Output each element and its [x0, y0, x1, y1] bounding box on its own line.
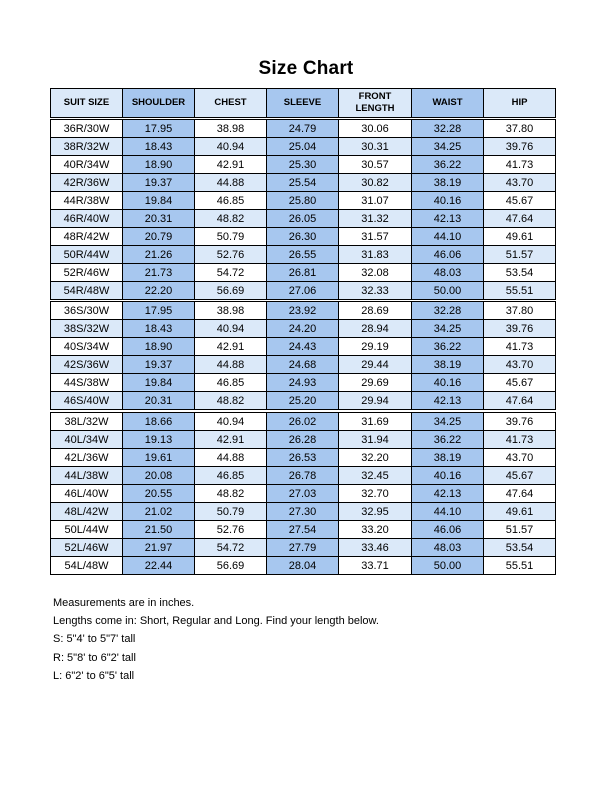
note-regular: R: 5"8' to 6"2' tall	[53, 651, 136, 664]
cell-chest: 40.94	[195, 413, 267, 431]
header-row	[51, 89, 556, 118]
cell-sleeve: 27.06	[267, 282, 339, 300]
cell-front-length: 32.70	[339, 485, 412, 503]
cell-suit-size: 52L/46W	[51, 539, 123, 557]
cell-front-length: 31.69	[339, 413, 412, 431]
cell-suit-size: 46L/40W	[51, 485, 123, 503]
header-shoulder: SHOULDER	[123, 89, 195, 118]
table-row	[51, 192, 556, 210]
cell-waist: 44.10	[412, 503, 484, 521]
cell-front-length: 33.46	[339, 539, 412, 557]
cell-front-length: 29.19	[339, 338, 412, 356]
table-row	[51, 431, 556, 449]
cell-hip: 39.76	[484, 413, 556, 431]
cell-waist: 38.19	[412, 356, 484, 374]
cell-front-length: 29.69	[339, 374, 412, 392]
cell-front-length: 33.20	[339, 521, 412, 539]
cell-sleeve: 28.04	[267, 557, 339, 575]
note-long: L: 6"2' to 6"5' tall	[53, 669, 135, 682]
cell-waist: 36.22	[412, 431, 484, 449]
cell-waist: 44.10	[412, 228, 484, 246]
cell-hip: 41.73	[484, 431, 556, 449]
header-suit-size: SUIT SIZE	[51, 89, 123, 118]
cell-shoulder: 21.50	[123, 521, 195, 539]
cell-front-length: 32.20	[339, 449, 412, 467]
cell-shoulder: 20.08	[123, 467, 195, 485]
header-sleeve: SLEEVE	[267, 89, 339, 118]
cell-hip: 49.61	[484, 228, 556, 246]
cell-front-length: 32.95	[339, 503, 412, 521]
cell-shoulder: 19.37	[123, 356, 195, 374]
cell-waist: 48.03	[412, 539, 484, 557]
cell-hip: 51.57	[484, 521, 556, 539]
cell-shoulder: 20.31	[123, 210, 195, 228]
cell-suit-size: 48L/42W	[51, 503, 123, 521]
cell-sleeve: 23.92	[267, 302, 339, 320]
table-row	[51, 503, 556, 521]
cell-front-length: 31.94	[339, 431, 412, 449]
table-row	[51, 356, 556, 374]
header-chest: CHEST	[195, 89, 267, 118]
cell-hip: 41.73	[484, 156, 556, 174]
cell-sleeve: 26.30	[267, 228, 339, 246]
cell-front-length: 31.83	[339, 246, 412, 264]
cell-chest: 48.82	[195, 392, 267, 410]
cell-suit-size: 36R/30W	[51, 120, 123, 138]
cell-waist: 46.06	[412, 246, 484, 264]
cell-front-length: 31.07	[339, 192, 412, 210]
cell-sleeve: 24.43	[267, 338, 339, 356]
cell-sleeve: 26.81	[267, 264, 339, 282]
cell-waist: 42.13	[412, 392, 484, 410]
cell-hip: 51.57	[484, 246, 556, 264]
cell-shoulder: 22.20	[123, 282, 195, 300]
cell-waist: 46.06	[412, 521, 484, 539]
cell-suit-size: 40R/34W	[51, 156, 123, 174]
cell-waist: 40.16	[412, 374, 484, 392]
regular-sizes-table	[50, 119, 556, 300]
cell-front-length: 28.94	[339, 320, 412, 338]
cell-waist: 32.28	[412, 120, 484, 138]
cell-chest: 42.91	[195, 338, 267, 356]
cell-shoulder: 20.31	[123, 392, 195, 410]
cell-hip: 43.70	[484, 174, 556, 192]
cell-chest: 52.76	[195, 246, 267, 264]
cell-chest: 50.79	[195, 228, 267, 246]
cell-sleeve: 24.20	[267, 320, 339, 338]
cell-sleeve: 25.30	[267, 156, 339, 174]
long-sizes-table	[50, 412, 556, 575]
table-row	[51, 246, 556, 264]
cell-shoulder: 18.90	[123, 156, 195, 174]
cell-suit-size: 44L/38W	[51, 467, 123, 485]
table-row	[51, 374, 556, 392]
cell-chest: 46.85	[195, 192, 267, 210]
cell-shoulder: 18.43	[123, 138, 195, 156]
cell-sleeve: 25.54	[267, 174, 339, 192]
note-units: Measurements are in inches.	[53, 597, 195, 609]
cell-hip: 55.51	[484, 282, 556, 300]
cell-hip: 45.67	[484, 192, 556, 210]
cell-hip: 47.64	[484, 210, 556, 228]
cell-front-length: 32.45	[339, 467, 412, 485]
cell-sleeve: 26.02	[267, 413, 339, 431]
cell-chest: 38.98	[195, 302, 267, 320]
cell-hip: 39.76	[484, 138, 556, 156]
cell-suit-size: 38R/32W	[51, 138, 123, 156]
cell-waist: 36.22	[412, 338, 484, 356]
cell-shoulder: 21.26	[123, 246, 195, 264]
cell-front-length: 30.06	[339, 120, 412, 138]
page-title: Size Chart	[258, 58, 354, 79]
cell-suit-size: 42R/36W	[51, 174, 123, 192]
note-lengths: Lengths come in: Short, Regular and Long. Find your length below.	[53, 615, 379, 628]
cell-waist: 32.28	[412, 302, 484, 320]
cell-suit-size: 38L/32W	[51, 413, 123, 431]
cell-shoulder: 17.95	[123, 120, 195, 138]
table-row	[51, 264, 556, 282]
cell-sleeve: 26.05	[267, 210, 339, 228]
cell-suit-size: 44S/38W	[51, 374, 123, 392]
cell-suit-size: 46R/40W	[51, 210, 123, 228]
cell-suit-size: 50R/44W	[51, 246, 123, 264]
cell-suit-size: 54L/48W	[51, 557, 123, 575]
cell-sleeve: 24.68	[267, 356, 339, 374]
cell-waist: 48.03	[412, 264, 484, 282]
cell-suit-size: 48R/42W	[51, 228, 123, 246]
cell-sleeve: 24.93	[267, 374, 339, 392]
cell-sleeve: 25.80	[267, 192, 339, 210]
cell-sleeve: 25.04	[267, 138, 339, 156]
cell-hip: 41.73	[484, 338, 556, 356]
cell-waist: 42.13	[412, 485, 484, 503]
cell-waist: 50.00	[412, 557, 484, 575]
cell-hip: 43.70	[484, 449, 556, 467]
cell-chest: 44.88	[195, 449, 267, 467]
cell-sleeve: 26.28	[267, 431, 339, 449]
table-row	[51, 120, 556, 138]
cell-hip: 47.64	[484, 485, 556, 503]
cell-sleeve: 27.30	[267, 503, 339, 521]
table-row	[51, 320, 556, 338]
cell-waist: 40.16	[412, 192, 484, 210]
cell-waist: 40.16	[412, 467, 484, 485]
cell-hip: 45.67	[484, 467, 556, 485]
header-hip: HIP	[484, 89, 556, 118]
cell-chest: 44.88	[195, 356, 267, 374]
table-row	[51, 485, 556, 503]
cell-chest: 50.79	[195, 503, 267, 521]
cell-front-length: 29.94	[339, 392, 412, 410]
cell-chest: 56.69	[195, 557, 267, 575]
cell-shoulder: 21.73	[123, 264, 195, 282]
cell-hip: 37.80	[484, 120, 556, 138]
notes-section	[53, 594, 379, 685]
cell-front-length: 31.57	[339, 228, 412, 246]
table-row	[51, 392, 556, 410]
table-row	[51, 338, 556, 356]
header-front-length-line1: FRONT	[358, 91, 392, 102]
cell-shoulder: 19.84	[123, 374, 195, 392]
cell-waist: 38.19	[412, 449, 484, 467]
cell-suit-size: 40S/34W	[51, 338, 123, 356]
cell-hip: 53.54	[484, 539, 556, 557]
table-row	[51, 210, 556, 228]
cell-sleeve: 25.20	[267, 392, 339, 410]
cell-suit-size: 50L/44W	[51, 521, 123, 539]
cell-hip: 55.51	[484, 557, 556, 575]
cell-front-length: 32.08	[339, 264, 412, 282]
cell-shoulder: 18.66	[123, 413, 195, 431]
cell-chest: 56.69	[195, 282, 267, 300]
cell-front-length: 30.31	[339, 138, 412, 156]
cell-hip: 43.70	[484, 356, 556, 374]
cell-waist: 50.00	[412, 282, 484, 300]
cell-suit-size: 42S/36W	[51, 356, 123, 374]
cell-suit-size: 40L/34W	[51, 431, 123, 449]
cell-shoulder: 20.79	[123, 228, 195, 246]
cell-suit-size: 36S/30W	[51, 302, 123, 320]
table-row	[51, 557, 556, 575]
cell-waist: 34.25	[412, 413, 484, 431]
cell-hip: 53.54	[484, 264, 556, 282]
cell-chest: 44.88	[195, 174, 267, 192]
cell-shoulder: 21.97	[123, 539, 195, 557]
cell-shoulder: 17.95	[123, 302, 195, 320]
cell-waist: 34.25	[412, 138, 484, 156]
cell-sleeve: 24.79	[267, 120, 339, 138]
cell-chest: 38.98	[195, 120, 267, 138]
cell-suit-size: 42L/36W	[51, 449, 123, 467]
cell-sleeve: 26.55	[267, 246, 339, 264]
cell-shoulder: 18.43	[123, 320, 195, 338]
short-sizes-table	[50, 301, 556, 410]
header-front-length	[339, 89, 412, 118]
cell-sleeve: 27.54	[267, 521, 339, 539]
cell-hip: 49.61	[484, 503, 556, 521]
header-front-length-line2: LENGTH	[355, 103, 395, 114]
cell-chest: 54.72	[195, 264, 267, 282]
cell-sleeve: 27.79	[267, 539, 339, 557]
cell-chest: 42.91	[195, 156, 267, 174]
cell-shoulder: 19.13	[123, 431, 195, 449]
cell-chest: 42.91	[195, 431, 267, 449]
note-short: S: 5"4' to 5"7' tall	[53, 633, 136, 646]
cell-sleeve: 27.03	[267, 485, 339, 503]
cell-chest: 40.94	[195, 138, 267, 156]
cell-front-length: 29.44	[339, 356, 412, 374]
cell-front-length: 32.33	[339, 282, 412, 300]
table-row	[51, 174, 556, 192]
cell-hip: 45.67	[484, 374, 556, 392]
cell-shoulder: 19.37	[123, 174, 195, 192]
cell-front-length: 31.32	[339, 210, 412, 228]
header-waist: WAIST	[412, 89, 484, 118]
cell-front-length: 28.69	[339, 302, 412, 320]
cell-chest: 46.85	[195, 374, 267, 392]
cell-suit-size: 38S/32W	[51, 320, 123, 338]
cell-suit-size: 46S/40W	[51, 392, 123, 410]
cell-chest: 48.82	[195, 210, 267, 228]
cell-front-length: 30.57	[339, 156, 412, 174]
table-row	[51, 413, 556, 431]
cell-suit-size: 54R/48W	[51, 282, 123, 300]
cell-chest: 54.72	[195, 539, 267, 557]
cell-front-length: 30.82	[339, 174, 412, 192]
cell-shoulder: 21.02	[123, 503, 195, 521]
table-row	[51, 228, 556, 246]
cell-hip: 37.80	[484, 302, 556, 320]
cell-sleeve: 26.78	[267, 467, 339, 485]
table-row	[51, 539, 556, 557]
cell-hip: 47.64	[484, 392, 556, 410]
cell-shoulder: 20.55	[123, 485, 195, 503]
cell-chest: 40.94	[195, 320, 267, 338]
cell-suit-size: 52R/46W	[51, 264, 123, 282]
cell-shoulder: 19.84	[123, 192, 195, 210]
cell-suit-size: 44R/38W	[51, 192, 123, 210]
cell-waist: 42.13	[412, 210, 484, 228]
cell-chest: 46.85	[195, 467, 267, 485]
cell-sleeve: 26.53	[267, 449, 339, 467]
cell-chest: 52.76	[195, 521, 267, 539]
cell-shoulder: 18.90	[123, 338, 195, 356]
cell-waist: 38.19	[412, 174, 484, 192]
table-row	[51, 302, 556, 320]
table-row	[51, 156, 556, 174]
cell-chest: 48.82	[195, 485, 267, 503]
table-row	[51, 138, 556, 156]
cell-waist: 36.22	[412, 156, 484, 174]
table-row	[51, 467, 556, 485]
size-chart-header	[50, 88, 556, 118]
table-row	[51, 449, 556, 467]
cell-shoulder: 22.44	[123, 557, 195, 575]
cell-hip: 39.76	[484, 320, 556, 338]
cell-front-length: 33.71	[339, 557, 412, 575]
table-row	[51, 521, 556, 539]
cell-shoulder: 19.61	[123, 449, 195, 467]
cell-waist: 34.25	[412, 320, 484, 338]
table-row	[51, 282, 556, 300]
